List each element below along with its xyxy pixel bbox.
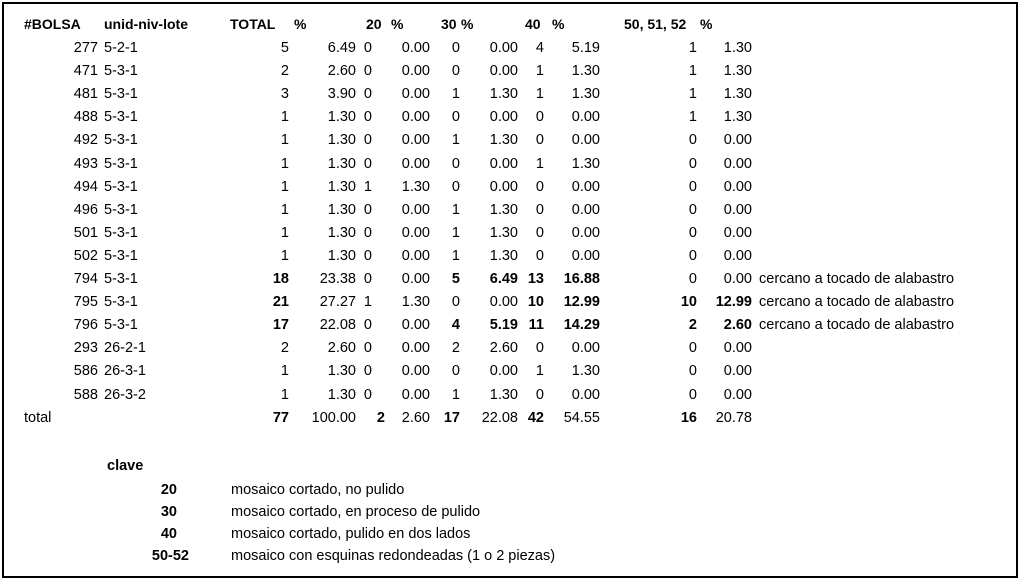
table-cell-p40: 1.30	[571, 63, 600, 79]
table-cell-n20: 0	[363, 271, 372, 287]
table-cell-n20: 0	[363, 202, 372, 218]
table-cell-total: 17	[272, 317, 289, 333]
table-cell-p20: 0.00	[401, 109, 430, 125]
table-cell-p20: 0.00	[401, 271, 430, 287]
table-cell-n20: 0	[363, 363, 372, 379]
table-cell-p50: 0.00	[723, 156, 752, 172]
table-cell-tpct: 1.30	[327, 202, 356, 218]
table-cell-n20: 0	[363, 225, 372, 241]
table-cell-total: 1	[280, 387, 289, 403]
table-cell-n40: 11	[528, 317, 544, 333]
table-cell-n30: 0	[451, 179, 460, 195]
table-cell-total: 21	[272, 294, 289, 310]
table-cell-n50: 1	[688, 86, 697, 102]
table-cell-unid: 5-3-1	[104, 248, 138, 264]
table-cell-n30: 0	[451, 363, 460, 379]
table-cell-n50: 0	[688, 363, 697, 379]
table-cell-total: 3	[280, 86, 289, 102]
table-cell-p40: 1.30	[571, 156, 600, 172]
table-cell-bolsa: 293	[73, 340, 98, 356]
table-cell-p50: 1.30	[723, 40, 752, 56]
table-cell-n30: 1	[451, 132, 460, 148]
table-cell-p30: 5.19	[489, 317, 518, 333]
table-cell-p50: 0.00	[723, 132, 752, 148]
table-cell-n50: 0	[688, 225, 697, 241]
table-cell-bolsa: 501	[73, 225, 98, 241]
table-cell-unid: 5-3-1	[104, 63, 138, 79]
table-cell-bolsa: 492	[73, 132, 98, 148]
table-cell-n30: 1	[451, 86, 460, 102]
table-cell-p50: 0.00	[723, 248, 752, 264]
table-cell-n40: 1	[535, 63, 544, 79]
table-cell-n40: 4	[535, 40, 544, 56]
table-cell-bolsa: 796	[73, 317, 98, 333]
table-cell-p50: 1.30	[723, 109, 752, 125]
table-cell-unid: 26-3-1	[104, 363, 146, 379]
table-cell-p40: 1.30	[571, 363, 600, 379]
table-cell-n20: 0	[363, 109, 372, 125]
totals-cell-p30: 22.08	[481, 410, 518, 426]
table-cell-n40: 0	[535, 202, 544, 218]
table-cell-n30: 0	[451, 156, 460, 172]
table-cell-n40: 0	[535, 340, 544, 356]
table-cell-n20: 0	[363, 132, 372, 148]
table-cell-p50: 2.60	[723, 317, 752, 333]
header-40-pct: %	[552, 16, 565, 32]
header-bolsa: #BOLSA	[24, 16, 81, 32]
table-cell-n50: 1	[688, 63, 697, 79]
table-cell-p30: 1.30	[489, 86, 518, 102]
key-desc-50-52: mosaico con esquinas redondeadas (1 o 2 piezas)	[231, 548, 556, 564]
table-cell-p20: 0.00	[401, 86, 430, 102]
table-cell-p30: 0.00	[489, 179, 518, 195]
table-cell-p30: 0.00	[489, 109, 518, 125]
table-cell-p30: 0.00	[489, 40, 518, 56]
table-cell-p40: 16.88	[563, 271, 600, 287]
table-cell-n30: 1	[451, 202, 460, 218]
table-cell-total: 5	[280, 40, 289, 56]
table-cell-bolsa: 494	[73, 179, 98, 195]
table-cell-p40: 0.00	[571, 109, 600, 125]
table-cell-n30: 2	[451, 340, 460, 356]
table-cell-p40: 0.00	[571, 248, 600, 264]
table-cell-p50: 12.99	[715, 294, 752, 310]
table-cell-tpct: 1.30	[327, 387, 356, 403]
table-cell-p40: 0.00	[571, 202, 600, 218]
table-cell-bolsa: 502	[73, 248, 98, 264]
table-cell-tpct: 23.38	[319, 271, 356, 287]
table-cell-n50: 2	[688, 317, 697, 333]
table-cell-tpct: 3.90	[327, 86, 356, 102]
key-code-30: 30	[160, 504, 177, 520]
table-cell-bolsa: 794	[73, 271, 98, 287]
totals-cell-tpct: 100.00	[311, 410, 356, 426]
table-cell-n20: 0	[363, 248, 372, 264]
table-cell-total: 1	[280, 363, 289, 379]
table-cell-n20: 1	[363, 294, 372, 310]
table-cell-total: 1	[280, 202, 289, 218]
table-cell-total: 1	[280, 109, 289, 125]
table-cell-p20: 0.00	[401, 363, 430, 379]
table-cell-unid: 5-3-1	[104, 202, 138, 218]
table-cell-unid: 5-2-1	[104, 40, 138, 56]
table-cell-n50: 0	[688, 202, 697, 218]
table-cell-n20: 0	[363, 317, 372, 333]
table-cell-p20: 1.30	[401, 294, 430, 310]
table-cell-n50: 0	[688, 340, 697, 356]
table-cell-unid: 5-3-1	[104, 317, 138, 333]
key-title: clave	[107, 458, 144, 474]
table-cell-n30: 0	[451, 63, 460, 79]
totals-cell-p40: 54.55	[563, 410, 600, 426]
header-total: TOTAL	[230, 16, 276, 32]
table-cell-p40: 0.00	[571, 132, 600, 148]
table-cell-p50: 1.30	[723, 86, 752, 102]
table-cell-p20: 0.00	[401, 387, 430, 403]
table-cell-bolsa: 488	[73, 109, 98, 125]
table-cell-unid: 26-3-2	[104, 387, 146, 403]
table-cell-tpct: 1.30	[327, 156, 356, 172]
table-cell-p50: 1.30	[723, 63, 752, 79]
table-cell-n30: 1	[451, 387, 460, 403]
table-cell-tpct: 1.30	[327, 225, 356, 241]
table-cell-total: 18	[272, 271, 289, 287]
key-code-40: 40	[160, 526, 177, 542]
table-cell-total: 1	[280, 225, 289, 241]
table-cell-n40: 1	[535, 86, 544, 102]
table-cell-p30: 6.49	[489, 271, 518, 287]
table-cell-n20: 0	[363, 387, 372, 403]
table-cell-bolsa: 496	[73, 202, 98, 218]
table-cell-n40: 0	[535, 225, 544, 241]
table-cell-p20: 0.00	[401, 225, 430, 241]
table-cell-n20: 0	[363, 86, 372, 102]
table-cell-n30: 1	[451, 225, 460, 241]
table-cell-note: cercano a tocado de alabastro	[759, 271, 955, 287]
table-cell-unid: 5-3-1	[104, 179, 138, 195]
table-cell-p40: 12.99	[563, 294, 600, 310]
table-cell-n30: 1	[451, 248, 460, 264]
table-cell-n20: 1	[363, 179, 372, 195]
table-cell-n50: 0	[688, 179, 697, 195]
table-cell-p30: 0.00	[489, 294, 518, 310]
table-cell-p30: 1.30	[489, 248, 518, 264]
table-cell-p30: 0.00	[489, 63, 518, 79]
table-cell-tpct: 2.60	[327, 340, 356, 356]
header-50-52: 50, 51, 52	[624, 16, 687, 32]
header-20: 20	[366, 16, 382, 32]
table-cell-p30: 1.30	[489, 202, 518, 218]
table-cell-n30: 0	[451, 40, 460, 56]
table-cell-p50: 0.00	[723, 387, 752, 403]
header-40: 40	[525, 16, 541, 32]
totals-cell-p20: 2.60	[401, 410, 430, 426]
table-cell-tpct: 1.30	[327, 132, 356, 148]
key-code-20: 20	[160, 482, 177, 498]
table-cell-unid: 5-3-1	[104, 86, 138, 102]
table-cell-n30: 0	[451, 294, 460, 310]
table-cell-p40: 0.00	[571, 387, 600, 403]
table-cell-p50: 0.00	[723, 225, 752, 241]
table-cell-n40: 1	[535, 156, 544, 172]
table-cell-p50: 0.00	[723, 202, 752, 218]
table-cell-p50: 0.00	[723, 179, 752, 195]
table-cell-n30: 4	[451, 317, 460, 333]
table-cell-n40: 10	[527, 294, 544, 310]
totals-cell-n20: 2	[376, 410, 385, 426]
table-cell-total: 1	[280, 248, 289, 264]
table-cell-n50: 0	[688, 248, 697, 264]
table-cell-p20: 0.00	[401, 248, 430, 264]
table-cell-note: cercano a tocado de alabastro	[759, 317, 955, 333]
header-30: 30	[441, 16, 457, 32]
table-cell-unid: 5-3-1	[104, 225, 138, 241]
table-cell-tpct: 1.30	[327, 363, 356, 379]
table-cell-unid: 5-3-1	[104, 271, 138, 287]
table-cell-bolsa: 493	[73, 156, 98, 172]
table-cell-p40: 0.00	[571, 179, 600, 195]
table-cell-total: 2	[280, 63, 289, 79]
table-cell-unid: 26-2-1	[104, 340, 146, 356]
table-cell-total: 1	[280, 156, 289, 172]
table-cell-p20: 0.00	[401, 317, 430, 333]
totals-cell-label: total	[24, 410, 52, 426]
table-cell-unid: 5-3-1	[104, 132, 138, 148]
table-cell-tpct: 27.27	[319, 294, 356, 310]
table-cell-total: 1	[280, 179, 289, 195]
header-unid: unid-niv-lote	[104, 16, 188, 32]
table-cell-p40: 1.30	[571, 86, 600, 102]
table-cell-n40: 0	[535, 179, 544, 195]
table-cell-bolsa: 588	[73, 387, 98, 403]
table-cell-p20: 0.00	[401, 63, 430, 79]
table-cell-n40: 0	[535, 387, 544, 403]
table-cell-p30: 1.30	[489, 387, 518, 403]
table-cell-n50: 0	[688, 387, 697, 403]
totals-cell-p50: 20.78	[715, 410, 752, 426]
table-cell-n50: 1	[688, 40, 697, 56]
totals-cell-total: 77	[272, 410, 289, 426]
key-code-50-52: 50-52	[151, 548, 189, 564]
table-cell-unid: 5-3-1	[104, 109, 138, 125]
key-desc-30: mosaico cortado, en proceso de pulido	[231, 504, 481, 520]
table-cell-n20: 0	[363, 156, 372, 172]
table-cell-p30: 0.00	[489, 363, 518, 379]
header-total-pct: %	[294, 16, 307, 32]
table-cell-unid: 5-3-1	[104, 294, 138, 310]
totals-cell-n30: 17	[443, 410, 460, 426]
table-cell-p30: 2.60	[489, 340, 518, 356]
table-cell-p20: 0.00	[401, 202, 430, 218]
table-cell-bolsa: 481	[73, 86, 98, 102]
table-cell-note: cercano a tocado de alabastro	[759, 294, 955, 310]
table-cell-n40: 0	[535, 248, 544, 264]
table-cell-p40: 14.29	[563, 317, 600, 333]
table-cell-n30: 5	[451, 271, 460, 287]
table-cell-p40: 5.19	[571, 40, 600, 56]
table-cell-n20: 0	[363, 40, 372, 56]
table-cell-tpct: 1.30	[327, 179, 356, 195]
table-cell-p20: 0.00	[401, 156, 430, 172]
table-cell-total: 1	[280, 132, 289, 148]
table-cell-p20: 0.00	[401, 40, 430, 56]
table-cell-n40: 0	[535, 109, 544, 125]
table-cell-p30: 0.00	[489, 156, 518, 172]
table-cell-tpct: 6.49	[327, 40, 356, 56]
table-cell-bolsa: 277	[73, 40, 98, 56]
table-cell-unid: 5-3-1	[104, 156, 138, 172]
table-cell-n50: 10	[680, 294, 697, 310]
totals-cell-n50: 16	[680, 410, 697, 426]
table-cell-bolsa: 471	[73, 63, 98, 79]
table-cell-tpct: 2.60	[327, 63, 356, 79]
key-desc-20: mosaico cortado, no pulido	[231, 482, 405, 498]
table-cell-n40: 1	[535, 363, 544, 379]
table-cell-p40: 0.00	[571, 225, 600, 241]
table-cell-p50: 0.00	[723, 271, 752, 287]
table-cell-n20: 0	[363, 63, 372, 79]
table-cell-p20: 1.30	[401, 179, 430, 195]
table-cell-n20: 0	[363, 340, 372, 356]
key-desc-40: mosaico cortado, pulido en dos lados	[231, 526, 471, 542]
totals-cell-n40: 42	[527, 410, 544, 426]
table-cell-n40: 0	[535, 132, 544, 148]
table-cell-tpct: 1.30	[327, 248, 356, 264]
header-20-pct: %	[391, 16, 404, 32]
table-cell-n30: 0	[451, 109, 460, 125]
table-cell-p40: 0.00	[571, 340, 600, 356]
table-cell-p30: 1.30	[489, 132, 518, 148]
table-cell-p30: 1.30	[489, 225, 518, 241]
table-cell-n40: 13	[527, 271, 544, 287]
table-cell-p50: 0.00	[723, 363, 752, 379]
table-cell-n50: 1	[688, 109, 697, 125]
table-cell-p20: 0.00	[401, 340, 430, 356]
table-cell-p20: 0.00	[401, 132, 430, 148]
table-cell-tpct: 1.30	[327, 109, 356, 125]
table-cell-p50: 0.00	[723, 340, 752, 356]
header-30-pct: %	[461, 16, 474, 32]
table-cell-n50: 0	[688, 156, 697, 172]
table-cell-n50: 0	[688, 132, 697, 148]
table-cell-bolsa: 586	[73, 363, 98, 379]
table-cell-tpct: 22.08	[319, 317, 356, 333]
table-cell-n50: 0	[688, 271, 697, 287]
header-50-pct: %	[700, 16, 713, 32]
table-cell-total: 2	[280, 340, 289, 356]
table-cell-bolsa: 795	[73, 294, 98, 310]
